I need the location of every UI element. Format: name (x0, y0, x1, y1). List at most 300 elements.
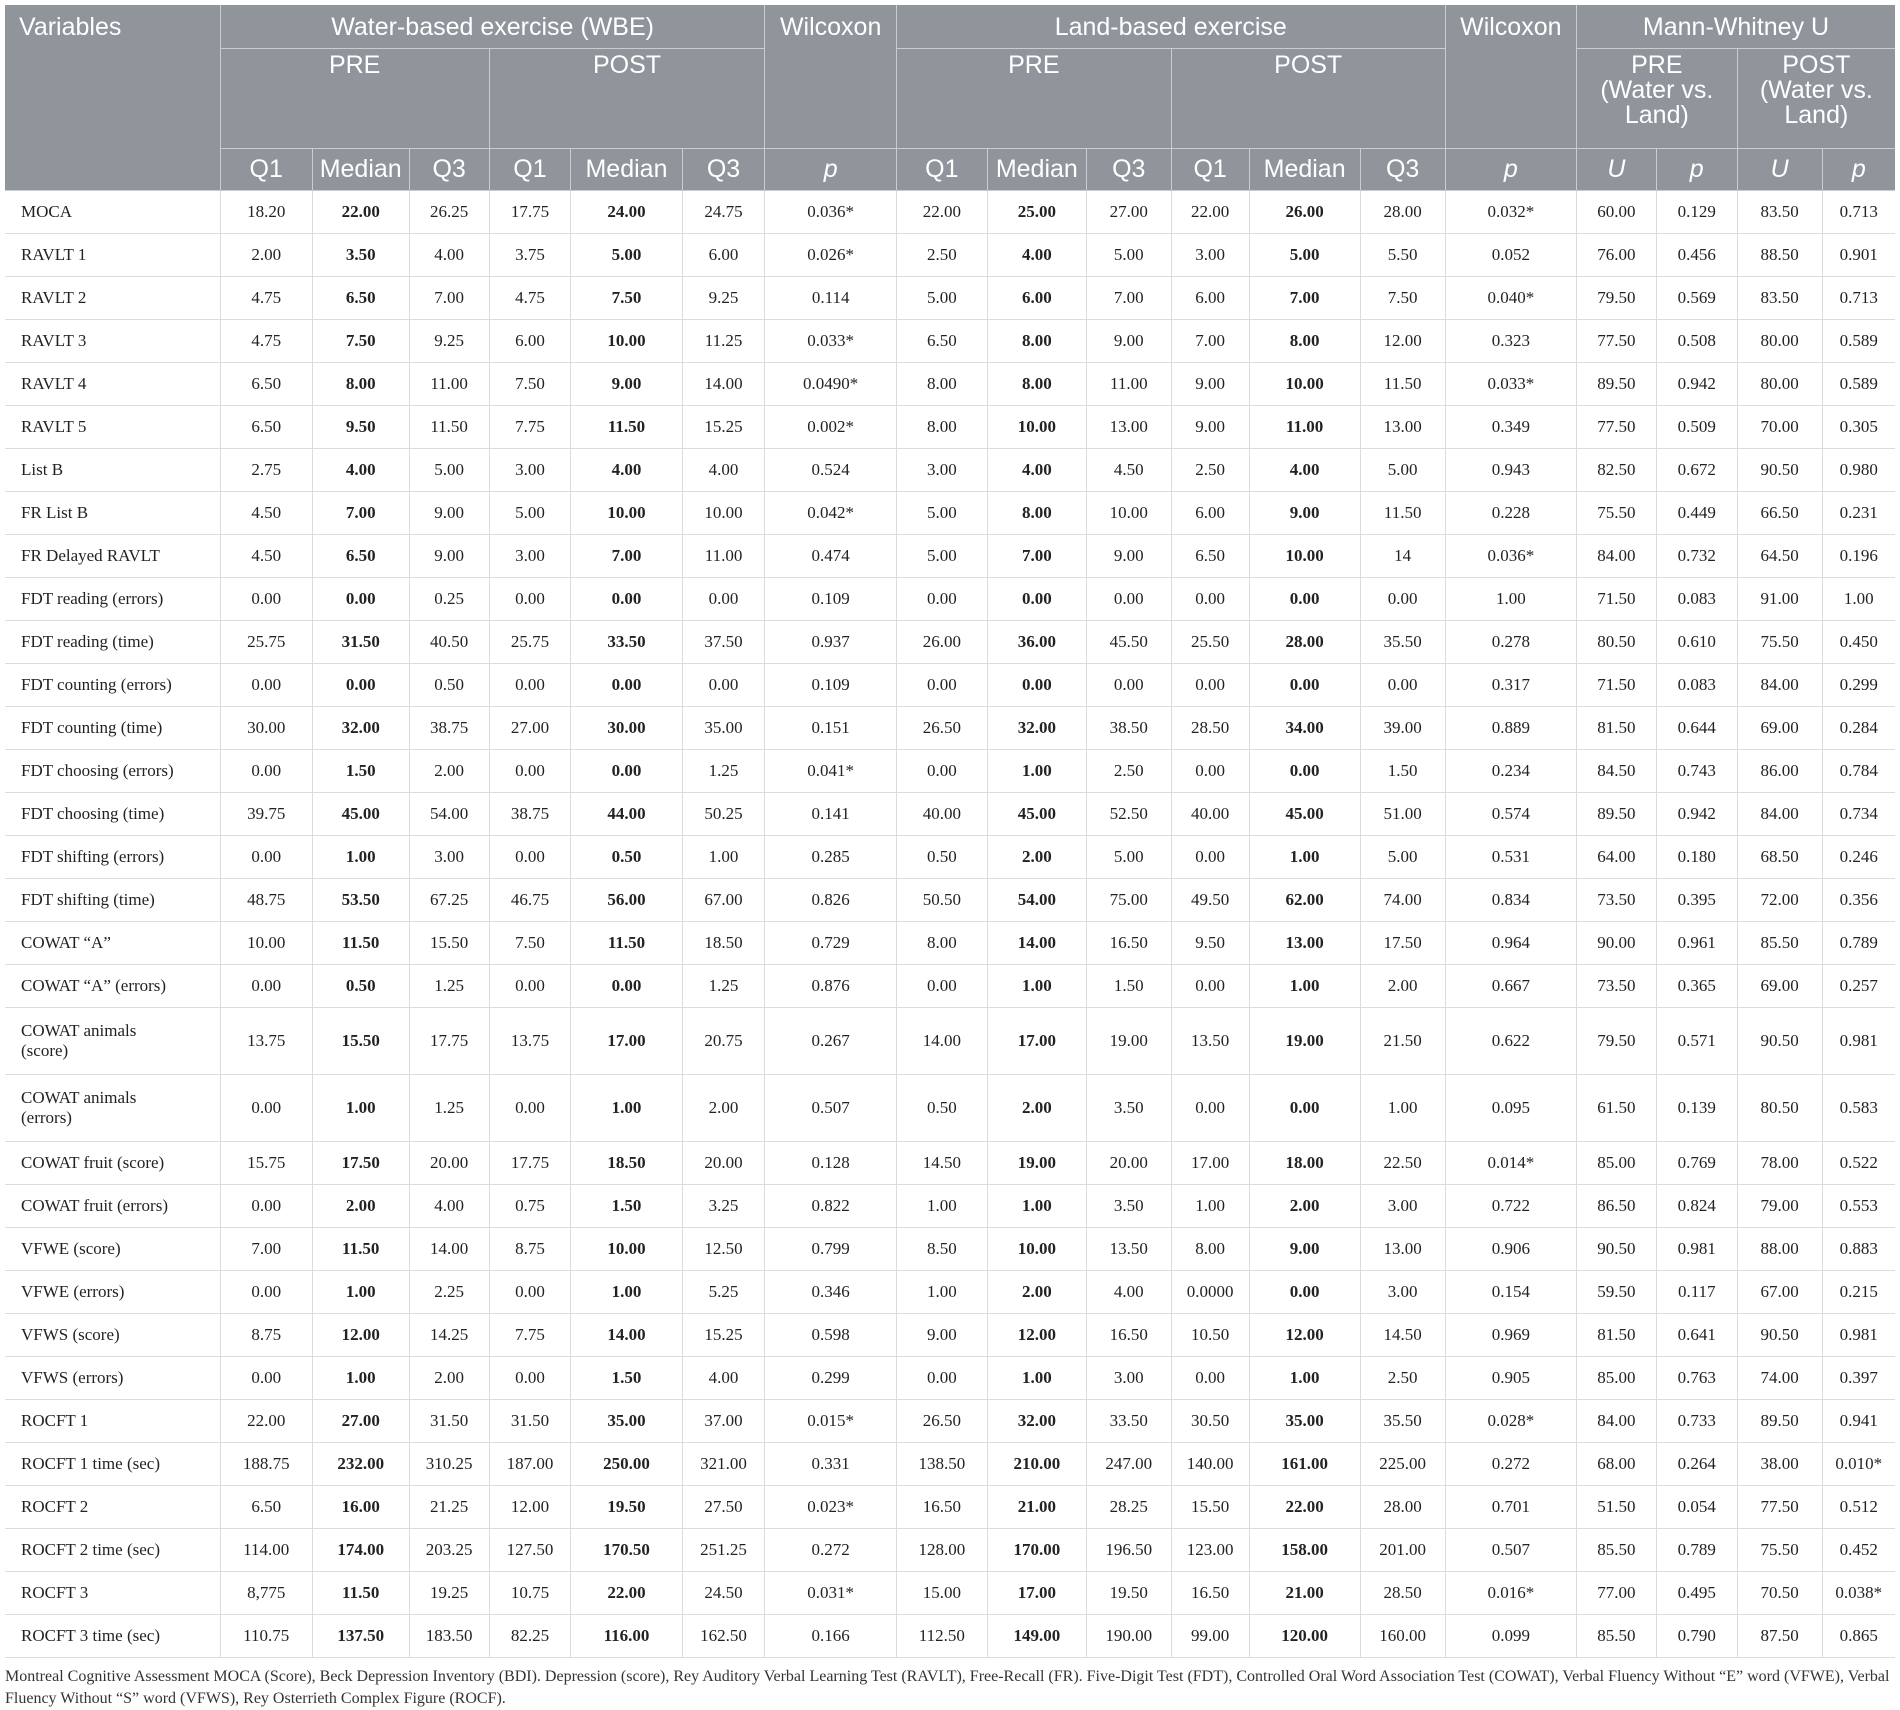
table-cell: 0.00 (682, 663, 765, 706)
table-cell: 90.50 (1737, 1313, 1822, 1356)
table-cell: 250.00 (571, 1442, 682, 1485)
table-cell: 39.75 (220, 792, 312, 835)
table-cell: 7.50 (489, 362, 571, 405)
table-cell: 10.00 (1249, 362, 1360, 405)
table-cell: 89.50 (1577, 362, 1657, 405)
table-cell: 88.00 (1737, 1227, 1822, 1270)
table-cell: 0.00 (1360, 577, 1445, 620)
table-cell: 25.75 (489, 620, 571, 663)
table-cell: 28.50 (1171, 706, 1249, 749)
table-cell: 15.25 (682, 1313, 765, 1356)
table-cell: 0.0490* (765, 362, 896, 405)
table-cell: 5.50 (1360, 233, 1445, 276)
table-cell: 9.00 (1249, 491, 1360, 534)
table-cell: 32.00 (312, 706, 409, 749)
table-row (5, 1571, 1895, 1614)
table-cell: 10.00 (571, 1227, 682, 1270)
table-cell: 0.00 (220, 749, 312, 792)
table-cell: 7.00 (312, 491, 409, 534)
table-cell: 8.00 (1249, 319, 1360, 362)
table-cell: 174.00 (312, 1528, 409, 1571)
table-cell: 78.00 (1737, 1141, 1822, 1184)
table-cell: 27.50 (682, 1485, 765, 1528)
table-cell: 0.00 (489, 1074, 571, 1141)
table-cell: 2.50 (1360, 1356, 1445, 1399)
table-cell: 11.50 (409, 405, 489, 448)
table-cell: 13.00 (1086, 405, 1171, 448)
header-u: U (1577, 148, 1657, 190)
table-cell: 62.00 (1249, 878, 1360, 921)
table-row (5, 964, 1895, 1007)
table-cell: 21.25 (409, 1485, 489, 1528)
table-cell: 16.50 (1086, 921, 1171, 964)
table-cell: 8.00 (896, 921, 987, 964)
table-cell: 17.00 (987, 1571, 1086, 1614)
table-cell: 25.50 (1171, 620, 1249, 663)
table-cell: 18.50 (571, 1141, 682, 1184)
table-cell: 2.00 (409, 1356, 489, 1399)
table-cell: 17.50 (1360, 921, 1445, 964)
table-cell: 6.50 (220, 362, 312, 405)
table-cell: 4.75 (220, 276, 312, 319)
table-cell: 0.583 (1822, 1074, 1895, 1141)
table-cell: 0.00 (220, 1356, 312, 1399)
table-row (5, 1270, 1895, 1313)
table-cell: 9.00 (409, 534, 489, 577)
row-label: FR Delayed RAVLT (5, 534, 220, 577)
table-cell: 38.75 (409, 706, 489, 749)
row-label: VFWE (score) (5, 1227, 220, 1270)
table-cell: 45.00 (1249, 792, 1360, 835)
table-cell: 70.50 (1737, 1571, 1822, 1614)
table-cell: 89.50 (1577, 792, 1657, 835)
table-cell: 11.00 (1086, 362, 1171, 405)
table-cell: 0.961 (1656, 921, 1737, 964)
table-row (5, 1485, 1895, 1528)
table-cell: 17.50 (312, 1141, 409, 1184)
table-cell: 13.75 (489, 1007, 571, 1074)
table-cell: 1.00 (1445, 577, 1576, 620)
table-cell: 0.00 (220, 1270, 312, 1313)
table-cell: 0.00 (489, 964, 571, 1007)
table-cell: 79.00 (1737, 1184, 1822, 1227)
table-cell: 26.00 (896, 620, 987, 663)
table-cell: 44.00 (571, 792, 682, 835)
table-cell: 22.00 (312, 190, 409, 233)
table-cell: 1.00 (682, 835, 765, 878)
table-cell: 3.00 (409, 835, 489, 878)
table-cell: 0.285 (765, 835, 896, 878)
table-cell: 0.589 (1822, 319, 1895, 362)
table-cell: 0.257 (1822, 964, 1895, 1007)
table-row (5, 319, 1895, 362)
header-land-post: POST (1171, 48, 1445, 148)
table-cell: 0.234 (1445, 749, 1576, 792)
table-cell: 1.50 (571, 1184, 682, 1227)
table-footnote: Montreal Cognitive Assessment MOCA (Score), Beck Depression Inventory (BDI). Depression (score), Rey Auditory Verbal Learning Test (RAVLT), Free-Recall (FR). Five-Digit Test (FDT), Controlled Oral Word Association Test (COWAT), Verbal Fluency Without “E” word (VFWE), Verbal Fluency Without “S” word (VFWS), Rey Osterrieth Complex Figure (ROCF). (5, 1667, 1890, 1707)
table-cell: 0.942 (1656, 792, 1737, 835)
table-cell: 1.00 (1249, 835, 1360, 878)
table-cell: 0.014* (1445, 1141, 1576, 1184)
table-cell: 0.052 (1445, 233, 1576, 276)
table-cell: 0.00 (896, 577, 987, 620)
table-cell: 56.00 (571, 878, 682, 921)
table-cell: 68.50 (1737, 835, 1822, 878)
table-cell: 15.25 (682, 405, 765, 448)
table-cell: 20.00 (1086, 1141, 1171, 1184)
table-cell: 0.095 (1445, 1074, 1576, 1141)
table-cell: 80.00 (1737, 319, 1822, 362)
row-label: FDT reading (errors) (5, 577, 220, 620)
header-q1: Q1 (1171, 148, 1249, 190)
table-cell: 0.00 (489, 749, 571, 792)
table-cell: 3.50 (1086, 1184, 1171, 1227)
table-cell: 30.50 (1171, 1399, 1249, 1442)
table-cell: 33.50 (1086, 1399, 1171, 1442)
table-cell: 0.397 (1822, 1356, 1895, 1399)
table-row (5, 1356, 1895, 1399)
table-cell: 170.00 (987, 1528, 1086, 1571)
table-cell: 79.50 (1577, 1007, 1657, 1074)
table-cell: 0.040* (1445, 276, 1576, 319)
header-median: Median (1249, 148, 1360, 190)
header-mann-whitney: Mann-Whitney U (1577, 5, 1896, 48)
table-cell: 11.50 (312, 921, 409, 964)
table-cell: 0.032* (1445, 190, 1576, 233)
table-cell: 0.141 (765, 792, 896, 835)
row-label: List B (5, 448, 220, 491)
table-cell: 0.00 (896, 663, 987, 706)
table-cell: 1.25 (682, 964, 765, 1007)
table-cell: 68.00 (1577, 1442, 1657, 1485)
table-cell: 1.00 (987, 964, 1086, 1007)
table-cell: 0.0000 (1171, 1270, 1249, 1313)
table-cell: 53.50 (312, 878, 409, 921)
table-cell: 3.00 (1171, 233, 1249, 276)
header-q1: Q1 (896, 148, 987, 190)
table-cell: 0.901 (1822, 233, 1895, 276)
table-cell: 50.25 (682, 792, 765, 835)
table-cell: 31.50 (489, 1399, 571, 1442)
table-cell: 18.20 (220, 190, 312, 233)
table-cell: 13.50 (1171, 1007, 1249, 1074)
table-cell: 0.450 (1822, 620, 1895, 663)
table-cell: 40.00 (896, 792, 987, 835)
table-cell: 14 (1360, 534, 1445, 577)
table-cell: 10.00 (1086, 491, 1171, 534)
table-cell: 0.980 (1822, 448, 1895, 491)
table-cell: 6.50 (312, 534, 409, 577)
table-cell: 9.50 (312, 405, 409, 448)
table-cell: 10.00 (1249, 534, 1360, 577)
table-cell: 1.00 (571, 1074, 682, 1141)
table-cell: 8.50 (896, 1227, 987, 1270)
table-row (5, 1007, 1895, 1074)
table-cell: 4.00 (409, 1184, 489, 1227)
table-cell: 51.00 (1360, 792, 1445, 835)
table-cell: 9.25 (409, 319, 489, 362)
table-cell: 3.25 (682, 1184, 765, 1227)
table-cell: 1.00 (312, 1270, 409, 1313)
table-cell: 0.507 (765, 1074, 896, 1141)
table-cell: 89.50 (1737, 1399, 1822, 1442)
header-u: U (1737, 148, 1822, 190)
table-cell: 1.00 (987, 749, 1086, 792)
table-cell: 6.00 (1171, 491, 1249, 534)
table-cell: 18.00 (1249, 1141, 1360, 1184)
table-cell: 5.00 (896, 534, 987, 577)
table-cell: 3.00 (489, 534, 571, 577)
table-cell: 196.50 (1086, 1528, 1171, 1571)
table-row (5, 577, 1895, 620)
table-cell: 2.00 (987, 1270, 1086, 1313)
row-label: VFWE (errors) (5, 1270, 220, 1313)
row-label: RAVLT 4 (5, 362, 220, 405)
table-cell: 51.50 (1577, 1485, 1657, 1528)
table-cell: 64.00 (1577, 835, 1657, 878)
table-cell: 0.00 (1171, 1356, 1249, 1399)
table-cell: 137.50 (312, 1614, 409, 1657)
table-cell: 123.00 (1171, 1528, 1249, 1571)
table-cell: 46.75 (489, 878, 571, 921)
table-cell: 35.50 (1360, 1399, 1445, 1442)
table-cell: 4.50 (1086, 448, 1171, 491)
table-cell: 8.00 (896, 405, 987, 448)
table-cell: 83.50 (1737, 276, 1822, 319)
table-cell: 50.50 (896, 878, 987, 921)
table-cell: 0.964 (1445, 921, 1576, 964)
results-table (5, 5, 1895, 1658)
table-cell: 82.50 (1577, 448, 1657, 491)
table-cell: 0.00 (682, 577, 765, 620)
table-cell: 4.50 (220, 534, 312, 577)
table-cell: 0.00 (220, 835, 312, 878)
table-cell: 0.015* (765, 1399, 896, 1442)
table-cell: 22.00 (571, 1571, 682, 1614)
header-q1: Q1 (489, 148, 571, 190)
table-cell: 0.00 (220, 1184, 312, 1227)
table-cell: 0.507 (1445, 1528, 1576, 1571)
table-cell: 0.00 (220, 663, 312, 706)
table-cell: 6.00 (987, 276, 1086, 319)
table-cell: 14.25 (409, 1313, 489, 1356)
row-label: VFWS (score) (5, 1313, 220, 1356)
table-cell: 27.00 (312, 1399, 409, 1442)
table-cell: 201.00 (1360, 1528, 1445, 1571)
table-cell: 0.522 (1822, 1141, 1895, 1184)
header-q3: Q3 (409, 148, 489, 190)
row-label: RAVLT 1 (5, 233, 220, 276)
table-cell: 12.00 (987, 1313, 1086, 1356)
table-cell: 5.00 (1360, 835, 1445, 878)
table-cell: 0.00 (1171, 749, 1249, 792)
table-cell: 5.00 (409, 448, 489, 491)
table-cell: 190.00 (1086, 1614, 1171, 1657)
table-cell: 0.981 (1822, 1007, 1895, 1074)
table-cell: 40.00 (1171, 792, 1249, 835)
table-cell: 0.099 (1445, 1614, 1576, 1657)
table-row (5, 706, 1895, 749)
table-cell: 3.00 (489, 448, 571, 491)
table-cell: 0.272 (765, 1528, 896, 1571)
table-cell: 0.981 (1822, 1313, 1895, 1356)
table-cell: 35.50 (1360, 620, 1445, 663)
table-cell: 6.50 (1171, 534, 1249, 577)
table-cell: 28.00 (1360, 1485, 1445, 1528)
table-cell: 31.50 (312, 620, 409, 663)
table-cell: 6.50 (220, 405, 312, 448)
row-label: ROCFT 3 time (sec) (5, 1614, 220, 1657)
table-row (5, 1442, 1895, 1485)
table-cell: 0.00 (571, 577, 682, 620)
table-cell: 0.00 (1171, 577, 1249, 620)
table-cell: 7.50 (1360, 276, 1445, 319)
table-cell: 5.00 (896, 276, 987, 319)
table-cell: 24.50 (682, 1571, 765, 1614)
table-cell: 40.50 (409, 620, 489, 663)
table-cell: 84.00 (1737, 792, 1822, 835)
header-q3: Q3 (1086, 148, 1171, 190)
table-cell: 1.00 (312, 1356, 409, 1399)
table-cell: 4.75 (489, 276, 571, 319)
table-cell: 161.00 (1249, 1442, 1360, 1485)
table-row (5, 448, 1895, 491)
table-cell: 0.139 (1656, 1074, 1737, 1141)
table-cell: 8.00 (987, 319, 1086, 362)
table-cell: 160.00 (1360, 1614, 1445, 1657)
table-cell: 0.317 (1445, 663, 1576, 706)
table-cell: 84.50 (1577, 749, 1657, 792)
table-cell: 0.826 (765, 878, 896, 921)
table-cell: 0.569 (1656, 276, 1737, 319)
table-cell: 0.589 (1822, 362, 1895, 405)
table-cell: 138.50 (896, 1442, 987, 1485)
table-cell: 6.50 (220, 1485, 312, 1528)
table-cell: 90.50 (1737, 1007, 1822, 1074)
table-cell: 0.733 (1656, 1399, 1737, 1442)
table-cell: 0.00 (312, 577, 409, 620)
table-cell: 0.299 (765, 1356, 896, 1399)
table-cell: 69.00 (1737, 706, 1822, 749)
table-cell: 0.449 (1656, 491, 1737, 534)
table-cell: 9.00 (896, 1313, 987, 1356)
table-cell: 158.00 (1249, 1528, 1360, 1571)
table-cell: 321.00 (682, 1442, 765, 1485)
table-cell: 3.50 (312, 233, 409, 276)
table-cell: 0.969 (1445, 1313, 1576, 1356)
table-cell: 0.026* (765, 233, 896, 276)
table-cell: 188.75 (220, 1442, 312, 1485)
table-cell: 27.00 (1086, 190, 1171, 233)
table-cell: 5.00 (489, 491, 571, 534)
table-cell: 18.50 (682, 921, 765, 964)
table-cell: 0.769 (1656, 1141, 1737, 1184)
table-cell: 77.50 (1737, 1485, 1822, 1528)
table-cell: 12.00 (312, 1313, 409, 1356)
table-cell: 0.00 (1171, 964, 1249, 1007)
table-cell: 5.00 (1360, 448, 1445, 491)
table-cell: 0.117 (1656, 1270, 1737, 1313)
table-cell: 7.50 (489, 921, 571, 964)
table-cell: 6.50 (312, 276, 409, 319)
row-label: ROCFT 2 (5, 1485, 220, 1528)
table-row (5, 1074, 1895, 1141)
table-cell: 0.00 (220, 577, 312, 620)
table-cell: 0.713 (1822, 190, 1895, 233)
table-cell: 4.50 (220, 491, 312, 534)
table-row (5, 1227, 1895, 1270)
table-cell: 0.151 (765, 706, 896, 749)
table-cell: 20.75 (682, 1007, 765, 1074)
table-cell: 9.50 (1171, 921, 1249, 964)
table-cell: 0.054 (1656, 1485, 1737, 1528)
table-cell: 187.00 (489, 1442, 571, 1485)
table-cell: 14.50 (896, 1141, 987, 1184)
table-cell: 0.284 (1822, 706, 1895, 749)
table-cell: 0.610 (1656, 620, 1737, 663)
table-cell: 203.25 (409, 1528, 489, 1571)
table-cell: 0.942 (1656, 362, 1737, 405)
table-cell: 0.228 (1445, 491, 1576, 534)
table-cell: 0.114 (765, 276, 896, 319)
table-cell: 1.00 (1360, 1074, 1445, 1141)
table-cell: 67.00 (682, 878, 765, 921)
table-cell: 80.50 (1737, 1074, 1822, 1141)
table-cell: 82.25 (489, 1614, 571, 1657)
table-cell: 0.876 (765, 964, 896, 1007)
table-cell: 33.50 (571, 620, 682, 663)
table-cell: 128.00 (896, 1528, 987, 1571)
table-cell: 5.00 (1086, 835, 1171, 878)
table-cell: 0.644 (1656, 706, 1737, 749)
table-cell: 37.50 (682, 620, 765, 663)
table-cell: 14.00 (896, 1007, 987, 1074)
table-cell: 4.00 (571, 448, 682, 491)
table-cell: 8.75 (489, 1227, 571, 1270)
table-cell: 81.50 (1577, 706, 1657, 749)
table-cell: 35.00 (682, 706, 765, 749)
table-cell: 30.00 (571, 706, 682, 749)
table-cell: 36.00 (987, 620, 1086, 663)
table-cell: 85.50 (1577, 1614, 1657, 1657)
table-cell: 85.50 (1737, 921, 1822, 964)
table-cell: 9.00 (1171, 362, 1249, 405)
table-cell: 19.00 (1086, 1007, 1171, 1074)
table-cell: 11.00 (1249, 405, 1360, 448)
table-cell: 15.50 (409, 921, 489, 964)
table-cell: 0.00 (896, 964, 987, 1007)
table-cell: 0.622 (1445, 1007, 1576, 1074)
table-cell: 13.00 (1360, 1227, 1445, 1270)
table-cell: 7.75 (489, 405, 571, 448)
table-cell: 4.00 (1249, 448, 1360, 491)
row-label: RAVLT 2 (5, 276, 220, 319)
table-cell: 45.50 (1086, 620, 1171, 663)
table-cell: 81.50 (1577, 1313, 1657, 1356)
table-cell: 19.00 (987, 1141, 1086, 1184)
table-cell: 35.00 (1249, 1399, 1360, 1442)
row-label: COWAT “A” (errors) (5, 964, 220, 1007)
row-label: COWAT fruit (errors) (5, 1184, 220, 1227)
table-row (5, 835, 1895, 878)
header-wbe-pre: PRE (220, 48, 489, 148)
table-cell: 0.789 (1822, 921, 1895, 964)
table-cell: 16.00 (312, 1485, 409, 1528)
header-land-pre: PRE (896, 48, 1171, 148)
table-cell: 0.937 (765, 620, 896, 663)
table-cell: 2.00 (220, 233, 312, 276)
table-row (5, 491, 1895, 534)
